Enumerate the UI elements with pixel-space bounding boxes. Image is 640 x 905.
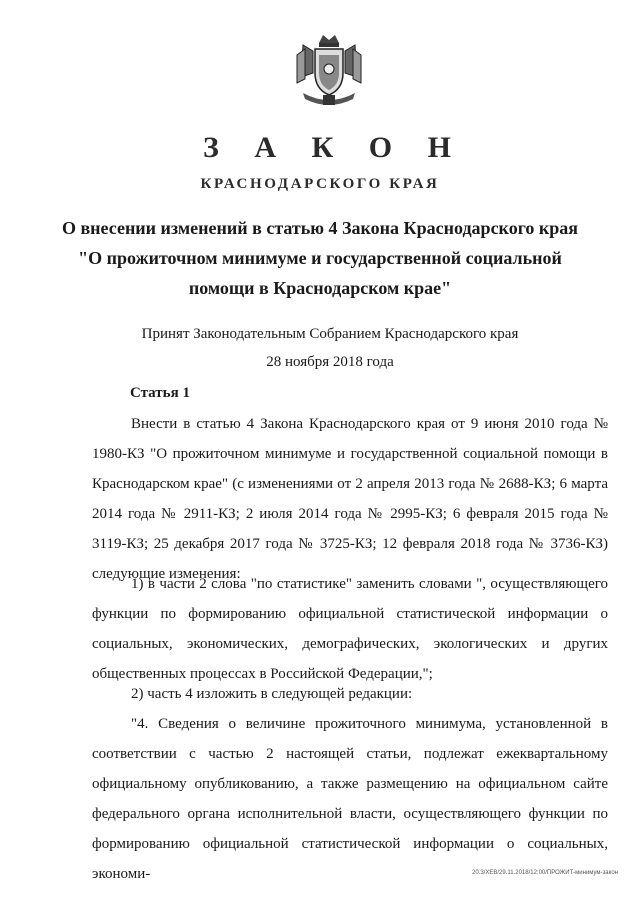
law-heading: З А К О Н: [203, 131, 465, 164]
article-heading: Статья 1: [130, 385, 190, 401]
document-footer-code: 20.3/ХЕВ/29.11.2018/12:00/ПРОЖИТ-минимум-закон: [471, 870, 618, 876]
quoted-text-paragraph: "4. Сведения о величине прожиточного минимума, установленной в соответствии с частью 2 настоящей статьи, подлежат ежеквартальному официальному опубликованию, а также размещению на официальном сайте федерального органа исполнительной власти, осуществляющего функции по формированию официальной статистической информации о социальных, экономи-: [92, 716, 608, 882]
article-intro-paragraph: Внести в статью 4 Закона Краснодарского края от 9 июня 2010 года № 1980-КЗ "О прожиточном минимуме и государственной социальной помощи в Краснодарском крае" (с изменениями от 2 апреля 2013 года № 2688-КЗ; 6 марта 2014 года № 2911-КЗ; 2 июля 2014 года № 2995-КЗ; 6 февраля 2015 года № 3119-КЗ; 25 декабря 2017 года № 3725-КЗ; 12 февраля 2018 года № 3736-КЗ) следующие изменения:: [92, 416, 608, 582]
adoption-line-1: Принят Законодательным Собранием Краснодарского края: [141, 326, 519, 342]
region-heading: КРАСНОДАРСКОГО КРАЯ: [200, 176, 440, 192]
item-1-paragraph: 1) в части 2 слова "по статистике" заменить словами ", осуществляющего функции по формированию официальной статистической информации о социальных, экономических, демографических, экологических и других общественных процессах в Российской Федерации,";: [92, 576, 608, 682]
item-2-paragraph: 2) часть 4 изложить в следующей редакции:: [131, 686, 413, 702]
adoption-note: [60, 320, 600, 376]
law-title: О внесении изменений в статью 4 Закона Краснодарского края "О прожиточном минимуме и государственной социальной помощи в Краснодарском крае": [61, 218, 579, 298]
adoption-date: 28 ноября 2018 года: [266, 354, 394, 370]
coat-of-arms-icon: [293, 33, 365, 111]
